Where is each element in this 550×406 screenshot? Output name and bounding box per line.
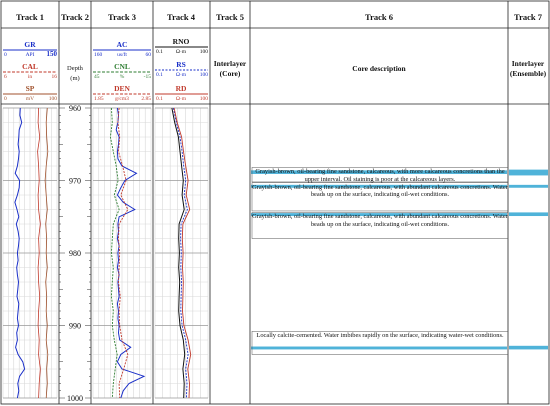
cnl-name: CNL — [114, 62, 130, 71]
core-description: Grayish-brown, oil-bearing fine sandstone, calcareous, with more calcareous concretions than the upper interval. Oil staining is poor at the calcareous layers. — [255, 168, 505, 184]
rno-name: RNO — [172, 37, 190, 46]
track-1-title: Track 1 — [16, 12, 44, 22]
cal-min: 6 — [4, 74, 7, 80]
cnl-unit: % — [119, 74, 125, 80]
core-description: Grayish-brown, oil-bearing fine sandstone, calcareous, with abundant calcareous concretions. Water beads up on the surface, indicating oil-wet conditions. — [252, 183, 508, 199]
interlayer-ensemble-band — [509, 170, 548, 176]
depth-tick: 990 — [69, 321, 81, 331]
track-5-title: Track 5 — [216, 12, 244, 22]
cal-max: 16 — [51, 74, 57, 80]
sp-name: SP — [25, 84, 35, 93]
depth-tick: 1000 — [67, 394, 83, 403]
core-description: Locally calcite-cemented. Water imbibes rapidly on the surface, indicating water-wet conditions. — [256, 332, 504, 340]
track-3-title: Track 3 — [108, 12, 136, 22]
ac-name: AC — [116, 40, 128, 49]
den-unit: g/cm3 — [115, 96, 129, 102]
cal-unit: in — [27, 74, 33, 80]
ac-unit: us/ft — [117, 52, 127, 58]
gr-max: 150 — [46, 50, 57, 58]
sp-min: 0 — [4, 96, 7, 102]
gr-name: GR — [24, 40, 36, 49]
interlayer-core-band — [251, 347, 507, 350]
rno-min: 0.1 — [156, 49, 163, 55]
interlayer-ensemble-band — [509, 346, 548, 350]
rs-min: 0.1 — [156, 72, 163, 78]
track-4-title: Track 4 — [167, 12, 195, 22]
rd-min: 0.1 — [156, 96, 163, 102]
interlayer-ensemble-band — [509, 212, 548, 216]
ac-min: 160 — [94, 52, 103, 58]
sp-unit: mV — [25, 96, 35, 102]
den-min: 1.85 — [94, 96, 104, 102]
depth-label: Depth — [67, 65, 83, 72]
track7-header: Interlayer (Ensemble) — [509, 59, 547, 78]
gr-min: 0 — [4, 52, 7, 58]
rs-name: RS — [176, 60, 186, 69]
depth-unit: (m) — [70, 75, 80, 82]
cnl-min: 45 — [94, 74, 100, 80]
rs-unit: Ω·m — [175, 72, 187, 78]
rs-max: 100 — [199, 72, 208, 78]
sp-max: 100 — [48, 96, 57, 102]
track-2-title: Track 2 — [61, 12, 89, 22]
rno-max: 100 — [199, 49, 208, 55]
depth-tick: 970 — [69, 176, 81, 186]
den-name: DEN — [114, 84, 130, 93]
track6-header: Core description — [352, 64, 406, 73]
cnl-max: -15 — [143, 74, 151, 80]
track5-header: Interlayer (Core) — [213, 59, 247, 78]
track-7-title: Track 7 — [514, 12, 542, 22]
rd-max: 100 — [199, 96, 208, 102]
ac-max: 60 — [145, 52, 151, 58]
rd-unit: Ω·m — [175, 96, 187, 102]
den-max: 2.85 — [141, 96, 151, 102]
interlayer-ensemble-band — [509, 185, 548, 188]
rd-name: RD — [175, 84, 187, 93]
depth-tick: 980 — [69, 249, 81, 258]
rno-unit: Ω·m — [175, 49, 187, 55]
gr-unit: API — [25, 52, 35, 58]
cal-name: CAL — [22, 62, 38, 71]
core-description: Grayish-brown, oil-bearing fine sandstone, calcareous, with abundant calcareous concretions. Water beads up on the surface, indicating oil-wet conditions. — [252, 213, 508, 228]
depth-tick: 960 — [69, 104, 81, 113]
track-6-title: Track 6 — [365, 12, 393, 22]
